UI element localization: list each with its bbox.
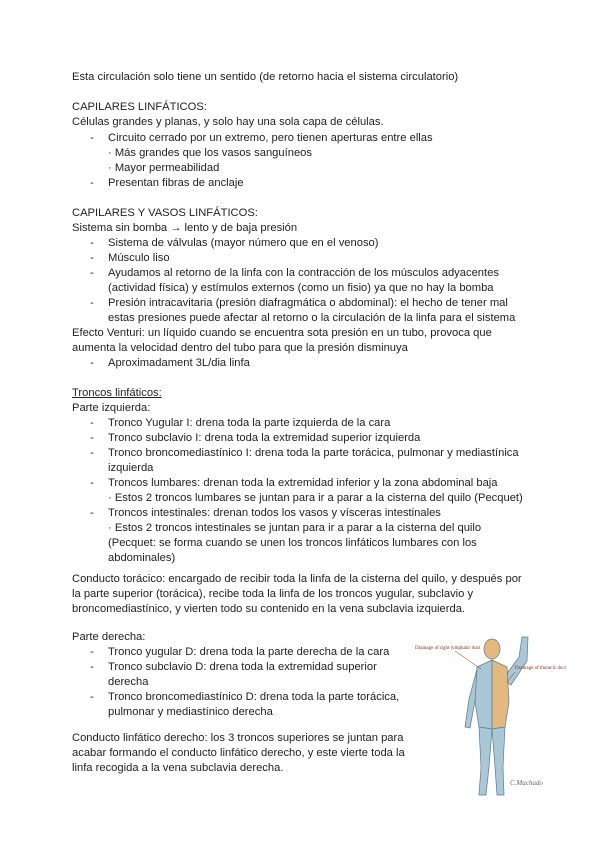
toracico-line-c: broncomediastínico, y vierten todo su contenido en la vena subclavia izquierda. [72, 603, 466, 615]
tronco-left-4-sub: · Estos 2 troncos lumbares se juntan para ir a parar a la cisterna del quilo (Pecquet) [108, 492, 523, 504]
section-heading-troncos: Troncos linfáticos: [72, 387, 162, 399]
conducto-derecho-a: Conducto linfático derecho: los 3 troncos superiores se juntan para [72, 732, 404, 744]
vasos-desc: Sistema sin bomba → lento y de baja presión [72, 222, 298, 234]
tronco-left-3b: izquierda [108, 462, 154, 474]
tronco-left-5-sub-3: abdominales) [108, 552, 176, 564]
figure-torso-right [492, 660, 509, 729]
tronco-right-3a: Tronco broncomediastínico D: drena toda la parte torácica, [108, 691, 400, 703]
venturi-line-b: aumenta la velocidad dentro del tubo para que la presión disminuya [72, 342, 408, 354]
capilares-bullet-1: Circuito cerrado por un extremo, pero tienen aperturas entre ellas [108, 132, 433, 144]
bullet-dash: - [90, 661, 94, 673]
bullet-dash: - [90, 252, 94, 264]
left-side-heading: Parte izquierda: [72, 402, 151, 414]
capilares-sub-2: · Mayor permeabilidad [108, 162, 220, 174]
tronco-right-2b: derecha [108, 676, 149, 688]
bullet-dash: - [90, 132, 94, 144]
tronco-right-1: Tronco yugular D: drena toda la parte derecha de la cara [108, 646, 390, 658]
vasos-bullet-5: Aproximadament 3L/dia linfa [108, 357, 250, 369]
lymph-drainage-figure [415, 627, 566, 802]
capilares-sub-1: · Más grandes que los vasos sanguíneos [108, 147, 312, 159]
figure-leg-left [479, 727, 492, 795]
toracico-line-b: la parte superior (torácica), recibe toda la linfa de los troncos yugular, subclavio y [72, 588, 474, 600]
bullet-dash: - [90, 691, 94, 703]
bullet-dash: - [90, 507, 94, 519]
right-side-heading: Parte derecha: [72, 631, 146, 643]
tronco-left-1: Tronco Yugular I: drena toda la parte izquierda de la cara [108, 417, 391, 429]
venturi-line-a: Efecto Venturi: un líquido cuando se encuentra sota presión en un tubo, provoca que [72, 327, 492, 339]
vasos-bullet-3a: Ayudamos al retorno de la linfa con la contracción de los músculos adyacentes [108, 267, 499, 279]
vasos-bullet-4a: Presión intracavitaria (presión diafragmática o abdominal): el hecho de tener mal [108, 297, 508, 309]
figure-head [484, 639, 500, 659]
bullet-dash: - [90, 417, 94, 429]
tronco-left-2: Tronco subclavio I: drena toda la extremidad superior izquierda [108, 432, 421, 444]
capilares-desc: Células grandes y planas, y solo hay una sola capa de células. [72, 116, 384, 128]
bullet-dash: - [90, 177, 94, 189]
section-heading-capilares: CAPILARES LINFÁTICOS: [72, 101, 207, 113]
figure-torso-left [475, 660, 492, 729]
label-right-duct: Drainage of right lymphatic duct [415, 646, 481, 651]
figure-signature: C.Machado [510, 779, 543, 787]
tronco-left-4: Troncos lumbares: drenan toda la extremidad inferior y la zona abdominal baja [108, 477, 498, 489]
bullet-dash: - [90, 357, 94, 369]
vasos-bullet-3b: (actividad física) y estímulos externos (como un fisio) ya que no hay la bomba [108, 282, 494, 294]
leader-line-right-duct [455, 651, 481, 669]
tronco-left-5-sub-1: · Estos 2 troncos intestinales se juntan para ir a parar a la cisterna del quilo [108, 522, 482, 534]
intro-text: Esta circulación solo tiene un sentido (de retorno hacia el sistema circulatorio) [72, 71, 459, 83]
capilares-bullet-2: Presentan fibras de anclaje [108, 177, 244, 189]
vasos-bullet-1: Sistema de válvulas (mayor número que en el venoso) [108, 237, 379, 249]
tronco-right-2a: Tronco subclavio D: drena toda la extremidad superior [108, 661, 377, 673]
vasos-bullet-4b: estas presiones puede afectar al retorno o la circulación de la linfa para el sistema [108, 312, 516, 324]
figure-leg-right [492, 727, 505, 795]
conducto-derecho-c: linfa recogida a la vena subclavia derecha. [72, 762, 284, 774]
tronco-left-5: Troncos intestinales: drenan todos los vasos y vísceras intestinales [108, 507, 441, 519]
bullet-dash: - [90, 432, 94, 444]
bullet-dash: - [90, 447, 94, 459]
bullet-dash: - [90, 237, 94, 249]
bullet-dash: - [90, 477, 94, 489]
vasos-bullet-2: Músculo liso [108, 252, 170, 264]
tronco-left-5-sub-2: (Pecquet: se forma cuando se unen los troncos linfáticos lumbares con los [108, 537, 477, 549]
tronco-left-3a: Tronco broncomediastínico I: drena toda la parte torácica, pulmonar y mediastínica [108, 447, 519, 459]
figure-lower-arm [465, 669, 477, 728]
bullet-dash: - [90, 267, 94, 279]
section-heading-vasos: CAPILARES Y VASOS LINFÁTICOS: [72, 207, 258, 219]
bullet-dash: - [90, 646, 94, 658]
toracico-line-a: Conducto torácico: encargado de recibir toda la linfa de la cisterna del quilo, y después por [72, 573, 522, 585]
tronco-right-3b: pulmonar y mediastínico derecha [108, 706, 273, 718]
label-thoracic: Drainage of thoracic duct [515, 666, 566, 671]
bullet-dash: - [90, 297, 94, 309]
conducto-derecho-b: acabar formando el conducto linfático derecho, y este vierte toda la [72, 747, 405, 759]
